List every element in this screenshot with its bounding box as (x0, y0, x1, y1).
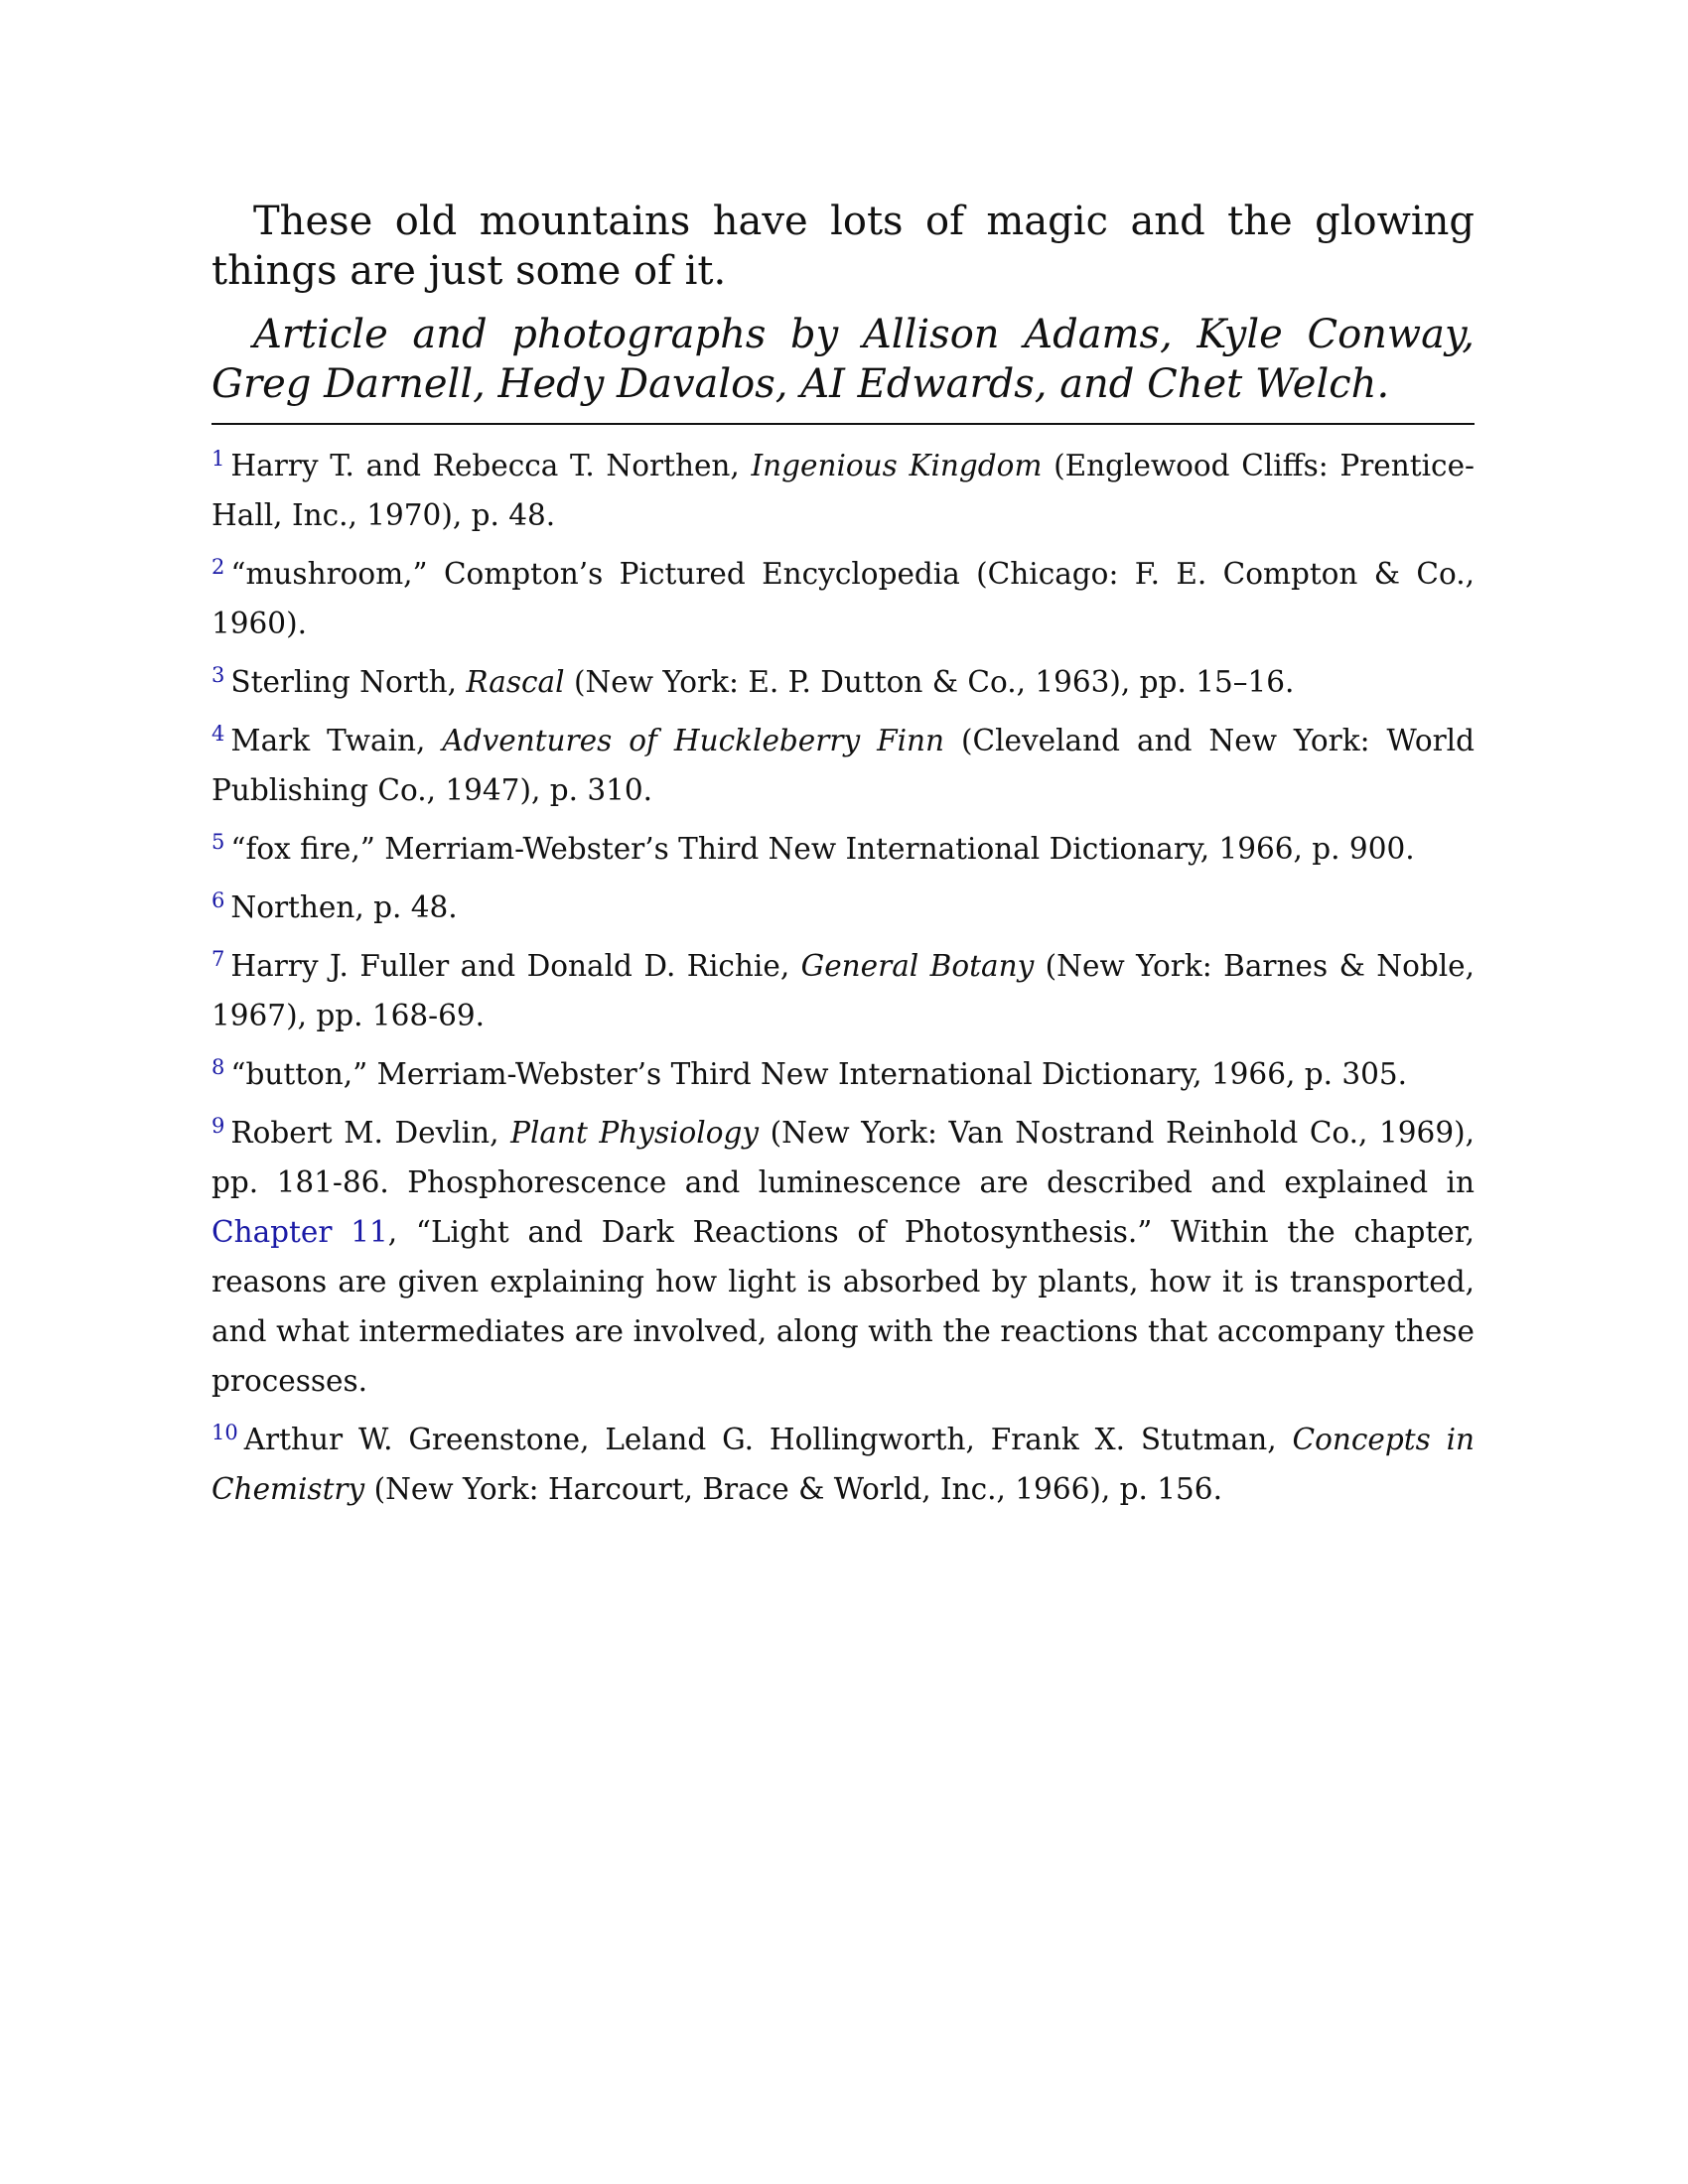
footnote-title: Adventures of Huckleberry Finn (442, 724, 945, 757)
footnote-3 (211, 657, 1475, 707)
footnote-number[interactable]: 8 (211, 1055, 225, 1079)
footnote-text: Arthur W. Greenstone, Leland G. Hollingworth, Frank X. Stutman, (243, 1423, 1293, 1456)
footnote-title: Rascal (466, 665, 565, 699)
footnote-title: Ingenious Kingdom (751, 449, 1043, 482)
footnote-number[interactable]: 4 (211, 722, 225, 746)
article-credit: Article and photographs by Allison Adams, Kyle Conway, Greg Darnell, Hedy Davalos, AI Edwards, and Chet Welch. (211, 312, 1475, 407)
chapter-link[interactable]: Chapter 11 (211, 1215, 388, 1249)
footnote-text: (New York: Harcourt, Brace & World, Inc., 1966), p. 156. (364, 1472, 1222, 1506)
footnote-title: Concepts in Chemistry (211, 1423, 1475, 1506)
footnote-number[interactable]: 5 (211, 830, 225, 854)
footnote-6 (211, 883, 1475, 932)
footnote-number[interactable]: 9 (211, 1114, 225, 1138)
footnote-1 (211, 441, 1475, 540)
footnote-2 (211, 549, 1475, 648)
footnote-number[interactable]: 3 (211, 663, 225, 687)
footnote-9 (211, 1108, 1475, 1406)
footnote-text: (New York: Van Nostrand Reinhold Co., 1969), pp. 181-86. Phosphorescence and luminescence are described and explained in (211, 1116, 1475, 1199)
footnote-text: (New York: E. P. Dutton & Co., 1963), pp. 15–16. (564, 665, 1295, 699)
body-paragraph: These old mountains have lots of magic and the glowing things are just some of it. (211, 199, 1475, 294)
footnote-title: General Botany (800, 949, 1035, 983)
footnote-text: (Englewood Cliffs: Prentice-Hall, Inc., 1970), p. 48. (211, 449, 1476, 532)
footnote-divider (211, 423, 1475, 425)
footnote-number[interactable]: 2 (211, 555, 225, 579)
footnote-number[interactable]: 10 (211, 1421, 238, 1444)
footnote-7 (211, 941, 1475, 1040)
footnote-text: (Cleveland and New York: World Publishing Co., 1947), p. 310. (211, 724, 1475, 807)
footnote-text: Harry T. and Rebecca T. Northen, (230, 449, 752, 482)
document-page (211, 197, 1475, 1523)
footnote-number[interactable]: 6 (211, 888, 225, 912)
footnote-4 (211, 716, 1475, 815)
footnote-text: Harry J. Fuller and Donald D. Richie, (230, 949, 801, 983)
footnote-text: (New York: Barnes & Noble, 1967), pp. 168-69. (211, 949, 1475, 1032)
footnote-text: “button,” Merriam-Webster’s Third New International Dictionary, 1966, p. 305. (230, 1057, 1408, 1091)
footnote-text: Robert M. Devlin, (230, 1116, 511, 1150)
footnote-text: , “Light and Dark Reactions of Photosynthesis.” Within the chapter, reasons are given explaining how light is absorbed by plants, how it is transported, and what intermediates are involved, along with the reactions that accompany these processes. (211, 1215, 1475, 1398)
footnote-title: Plant Physiology (510, 1116, 760, 1150)
footnote-text: Sterling North, (230, 665, 467, 699)
footnote-text: Mark Twain, (230, 724, 443, 757)
footnote-5 (211, 824, 1475, 874)
footnote-text: “fox fire,” Merriam-Webster’s Third New International Dictionary, 1966, p. 900. (230, 832, 1415, 866)
footnote-text: “mushroom,” Compton’s Pictured Encyclopedia (Chicago: F. E. Compton & Co., 1960). (211, 557, 1475, 640)
footnote-number[interactable]: 7 (211, 947, 225, 971)
footnote-8 (211, 1049, 1475, 1099)
footnote-number[interactable]: 1 (211, 447, 225, 471)
footnote-text: Northen, p. 48. (230, 890, 458, 924)
footnotes-list (211, 441, 1475, 1514)
footnote-10 (211, 1415, 1475, 1514)
